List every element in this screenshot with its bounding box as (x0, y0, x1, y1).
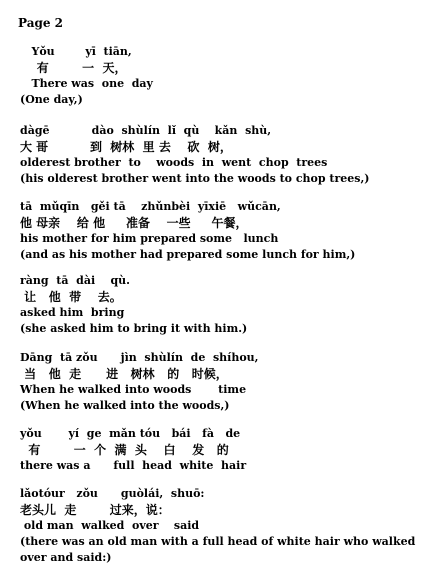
pinyin-line: dàgē dào shùlín lǐ qù kǎn shù, (20, 124, 272, 137)
translation-line: (When he walked into the woods,) (20, 399, 230, 412)
stanza (20, 199, 420, 263)
gloss-line: There was one day (20, 77, 153, 90)
stanza (20, 350, 420, 414)
chinese-line: 他 母亲 给 他 准备 一些 午餐， (20, 216, 248, 230)
chinese-line: 大 哥 到 树林 里 去 砍 树， (20, 140, 232, 154)
chinese-line: 让 他 带 去。 (20, 290, 122, 304)
page-number: Page 2 (18, 16, 64, 30)
translation-line: (she asked him to bring it with him.) (20, 322, 248, 335)
chinese-line: 有 一 个 满 头 白 发 的 (20, 443, 229, 457)
gloss-line: old man walked over said (20, 519, 200, 532)
chinese-line: 老头儿 走 过来，说： (20, 503, 170, 517)
chinese-line: 当 他 走 进 树林 的 时候， (20, 367, 228, 381)
chinese-line: 有 一 天， (20, 61, 127, 75)
stanza (20, 44, 420, 108)
pinyin-line: ràng tā dài qù. (20, 274, 130, 287)
gloss-line: When he walked into woods time (20, 383, 247, 396)
pinyin-line: Yǒu yī tiān, (20, 45, 132, 58)
stanza (20, 426, 420, 474)
gloss-line: his mother for him prepared some lunch (20, 232, 279, 245)
stanza (20, 123, 420, 187)
translation-line: (there was an old man with a full head of white hair who walked over and said:) (20, 535, 416, 564)
pinyin-line: tā mǔqīn gěi tā zhǔnbèi yīxiē wǔcān, (20, 200, 281, 213)
gloss-line: there was a full head white hair (20, 459, 247, 472)
pinyin-line: lǎotóur zǒu guòlái, shuō: (20, 487, 205, 500)
stanza (20, 273, 420, 337)
translation-line: (his olderest brother went into the woods to chop trees,) (20, 172, 370, 185)
translation-line: (One day,) (20, 93, 83, 106)
gloss-line: olderest brother to woods in went chop trees (20, 156, 328, 169)
pinyin-line: Dāng tā zǒu jìn shùlín de shíhou, (20, 351, 259, 364)
stanza (20, 486, 420, 566)
pinyin-line: yǒu yí ge mǎn tóu bái fà de (20, 427, 241, 440)
translation-line: (and as his mother had prepared some lunch for him,) (20, 248, 356, 261)
gloss-line: asked him bring (20, 306, 125, 319)
